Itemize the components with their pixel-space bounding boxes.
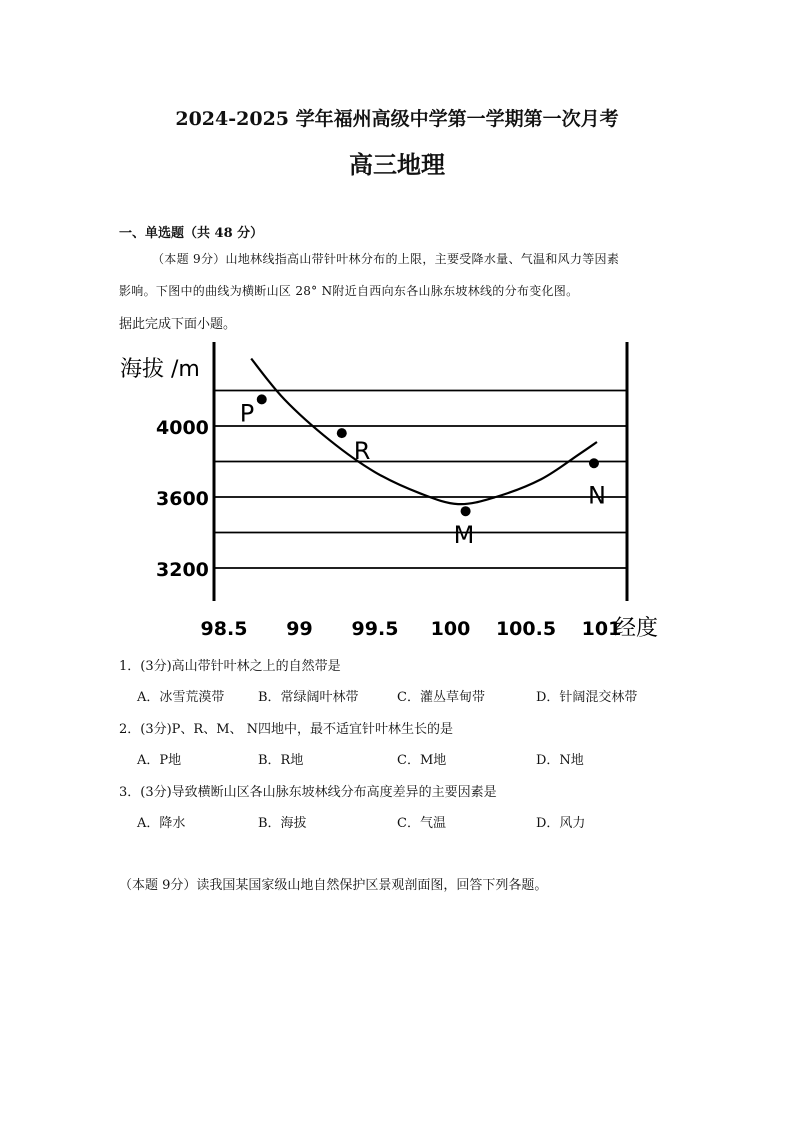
question-1-stem: 1．(3分)高山带针叶林之上的自然带是 xyxy=(119,659,341,674)
x-tick-label: 100 xyxy=(430,618,471,640)
subject-title: 高三地理 xyxy=(349,150,445,179)
q2-option-d[interactable]: D．N地 xyxy=(536,753,584,768)
point-p-marker xyxy=(257,394,267,404)
q2-option-c[interactable]: C．M地 xyxy=(397,753,447,768)
passage-2-intro: （本题 9分）读我国某国家级山地自然保护区景观剖面图，回答下列各题。 xyxy=(119,878,548,893)
passage-line-3: 据此完成下面小题。 xyxy=(119,317,237,332)
q2-option-b[interactable]: B．R地 xyxy=(258,753,304,768)
q1-option-a[interactable]: A．冰雪荒漠带 xyxy=(137,690,225,705)
point-r-label: R xyxy=(353,437,371,466)
q2-option-a[interactable]: A．P地 xyxy=(137,753,182,768)
x-tick-label: 99 xyxy=(286,618,313,640)
q3-option-b[interactable]: B．海拔 xyxy=(258,816,307,831)
point-p-label: P xyxy=(239,399,255,428)
x-tick-label: 99.5 xyxy=(351,618,399,640)
x-tick-label: 98.5 xyxy=(200,618,248,640)
x-tick-labels xyxy=(201,618,622,640)
exam-title: 2024-2025 学年福州高级中学第一学期第一次月考 xyxy=(175,108,619,130)
y-tick-label: 3600 xyxy=(156,488,209,510)
x-tick-label: 100.5 xyxy=(495,618,557,640)
treeline-chart xyxy=(100,336,680,646)
y-tick-label: 3200 xyxy=(156,559,209,581)
section-heading: 一、单选题（共 48 分） xyxy=(119,226,264,241)
question-2-stem: 2．(3分)P、R、M、 N四地中，最不适宜针叶林生长的是 xyxy=(119,722,454,737)
q3-option-c[interactable]: C．气温 xyxy=(397,816,446,831)
x-axis-label: 经度 xyxy=(614,616,659,641)
q1-option-d[interactable]: D．针阔混交林带 xyxy=(536,690,638,705)
chart-points xyxy=(240,394,606,549)
point-m-label: M xyxy=(453,521,475,550)
x-tick-label: 101 xyxy=(581,618,622,640)
point-m-marker xyxy=(461,506,471,516)
treeline-curve xyxy=(251,359,597,505)
point-n-marker xyxy=(589,458,599,468)
point-n-label: N xyxy=(587,481,606,510)
point-r-marker xyxy=(337,428,347,438)
y-tick-label: 4000 xyxy=(156,417,209,439)
question-3-stem: 3．(3分)导致横断山区各山脉东坡林线分布高度差异的主要因素是 xyxy=(119,785,497,800)
q1-option-b[interactable]: B．常绿阔叶林带 xyxy=(258,690,359,705)
passage-line-2: 影响。下图中的曲线为横断山区 28° N附近自西向东各山脉东坡林线的分布变化图。 xyxy=(119,284,579,298)
y-tick-labels xyxy=(156,417,209,581)
y-axis-label: 海拔 /m xyxy=(120,357,200,382)
q3-option-d[interactable]: D．风力 xyxy=(536,816,586,831)
q3-option-a[interactable]: A．降水 xyxy=(137,816,186,831)
passage-line-1: （本题 9分）山地林线指高山带针叶林分布的上限，主要受降水量、气温和风力等因素 xyxy=(152,252,620,266)
q1-option-c[interactable]: C．灌丛草甸带 xyxy=(397,690,485,705)
chart-grid xyxy=(214,391,627,569)
